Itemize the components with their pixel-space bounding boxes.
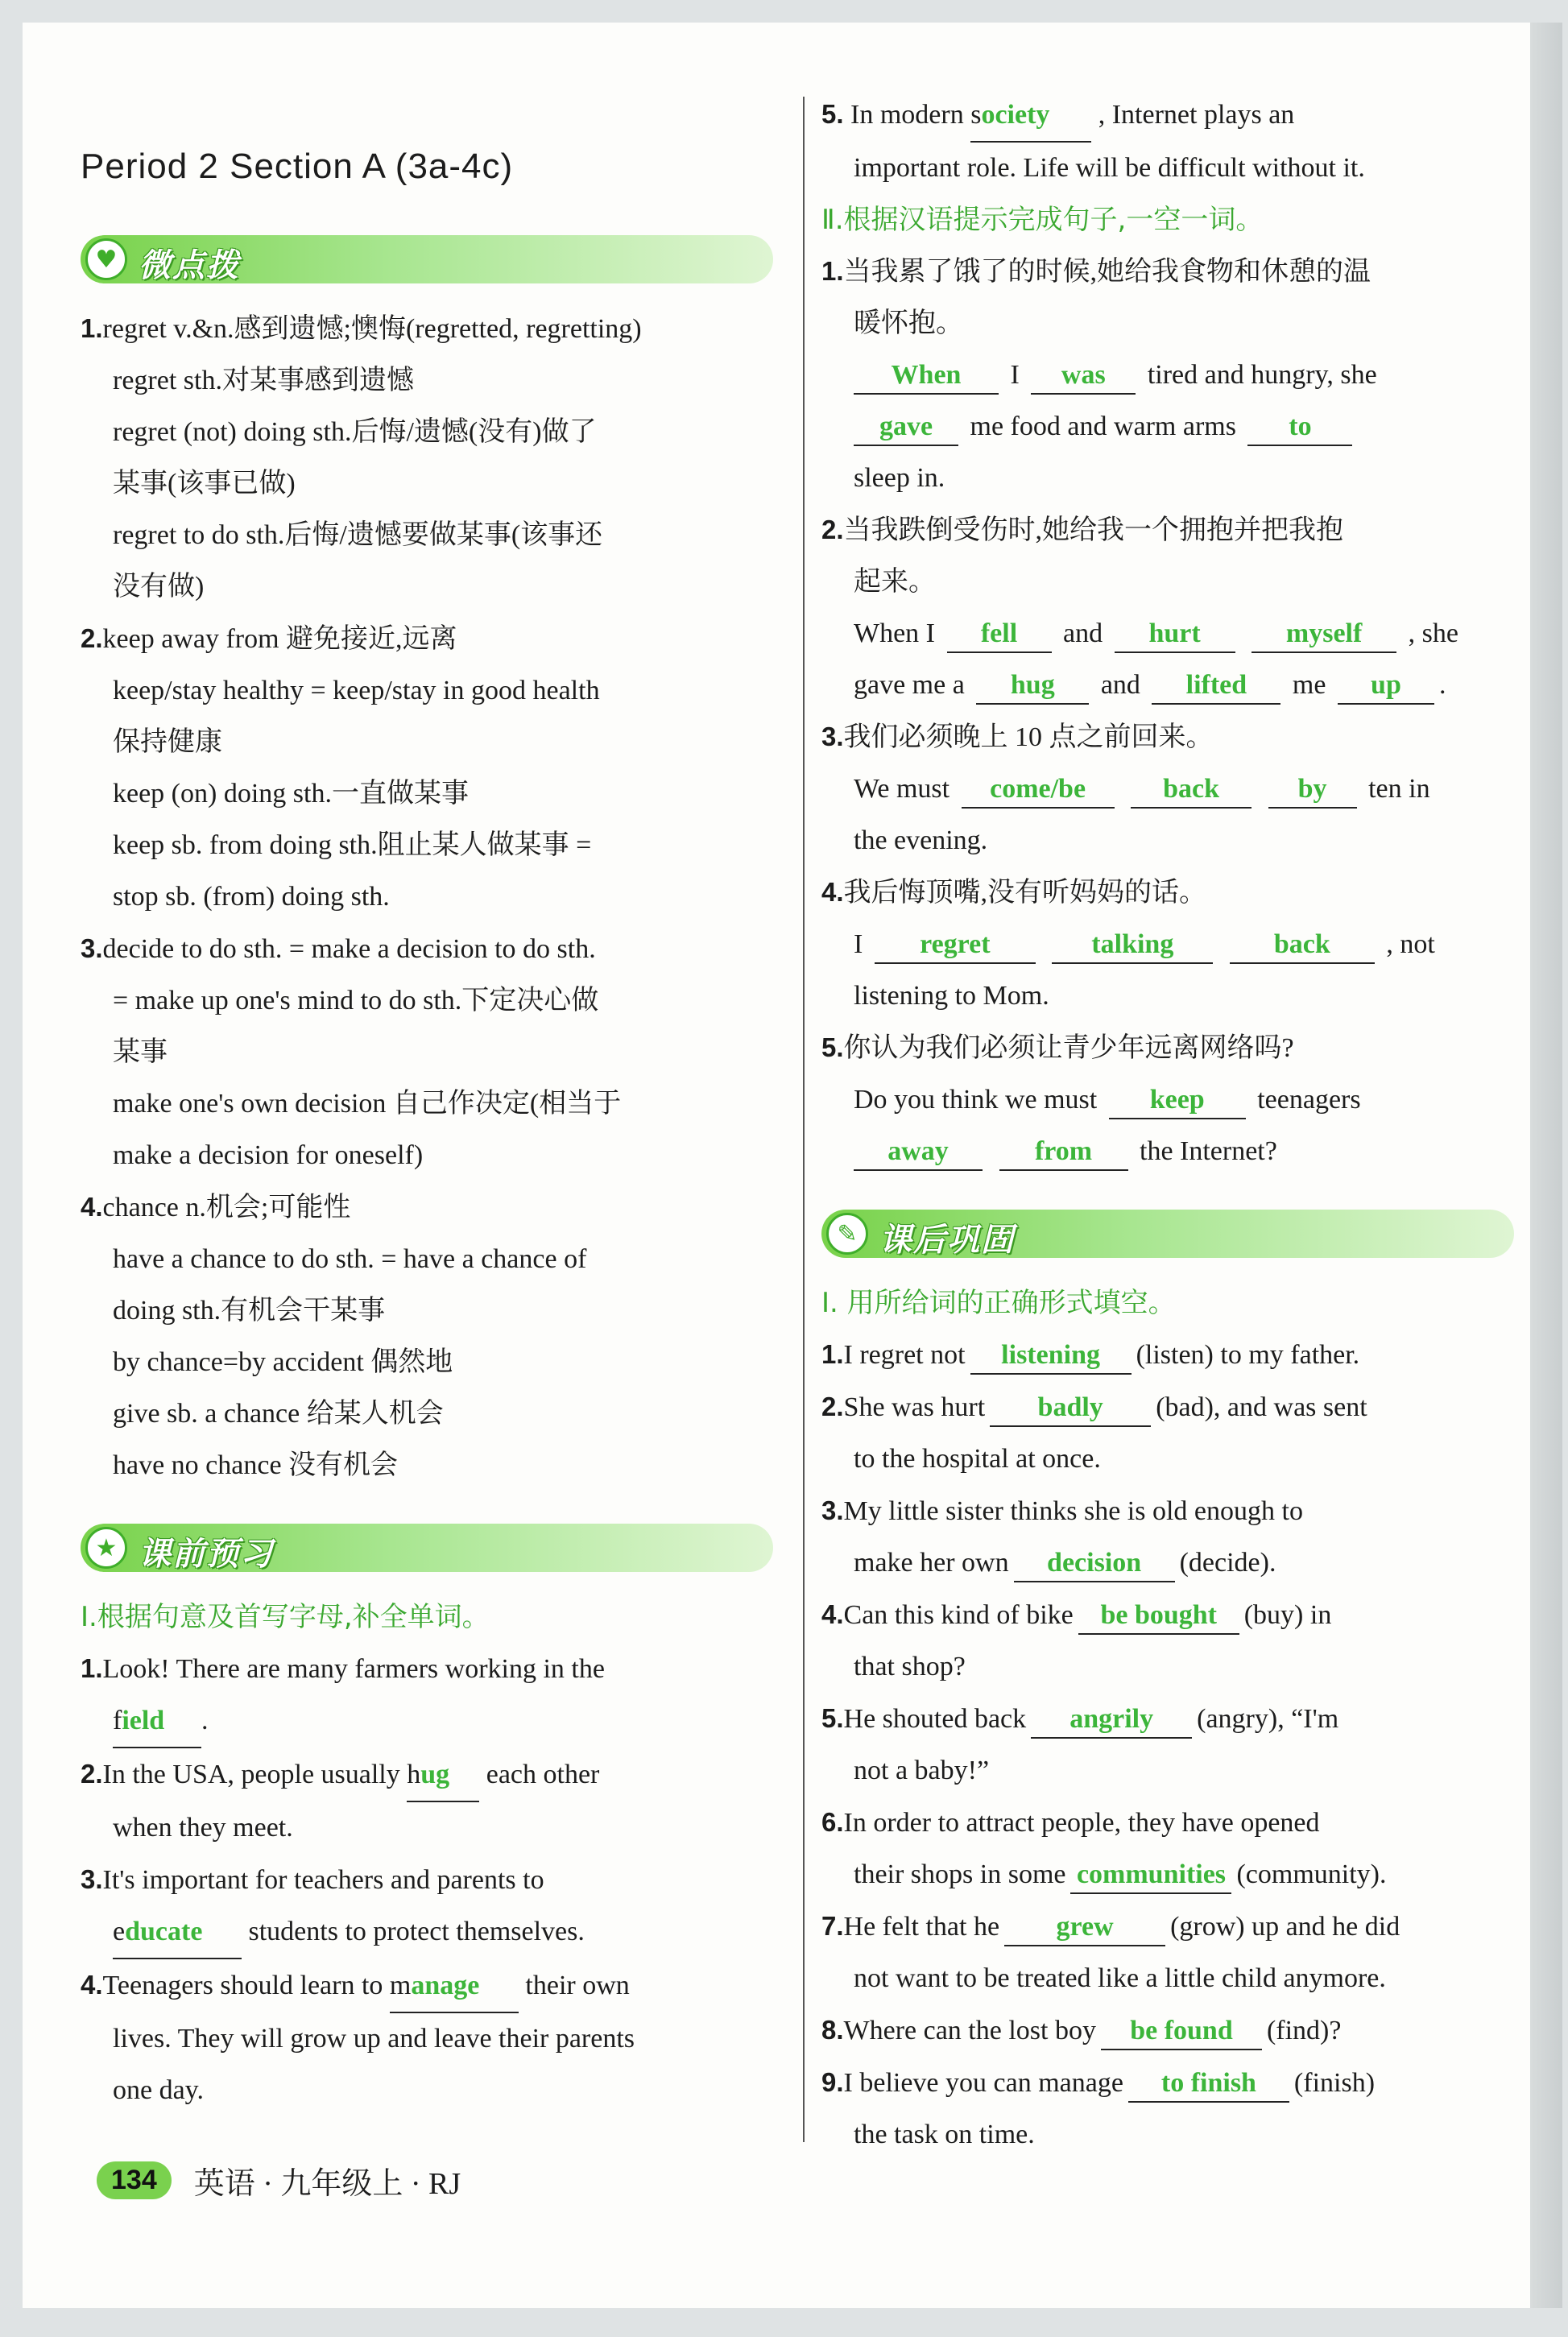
answer-blank[interactable]: be bought xyxy=(1078,1598,1239,1635)
answer-blank[interactable]: up xyxy=(1338,668,1434,705)
answer-blank[interactable]: away xyxy=(854,1134,983,1171)
after-class-banner: ✎ 课后巩固 xyxy=(821,1210,1514,1258)
preview-q5: 5. In modern society , Internet plays an xyxy=(821,89,1514,143)
preview-q1-cont: field . xyxy=(81,1695,773,1748)
tip-line: give sb. a chance 给某人机会 xyxy=(113,1399,444,1429)
preview-q1: 1.Look! There are many farmers working in the xyxy=(81,1653,605,1684)
answer-blank[interactable]: was xyxy=(1031,358,1136,395)
translate-q1-en2: gave me food and warm arms to xyxy=(821,401,1514,453)
tip-line: doing sth.有机会干某事 xyxy=(113,1296,386,1326)
tip-line: keep (on) doing sth.一直做某事 xyxy=(113,779,469,809)
column-divider xyxy=(803,97,805,2142)
translate-q1-cn2: 暖怀抱。 xyxy=(854,308,963,338)
star-icon: ★ xyxy=(85,1527,127,1569)
tip-line: keep sb. from doing sth.阻止某人做某事 = xyxy=(113,830,592,860)
translate-q4-en2: listening to Mom. xyxy=(854,981,1049,1011)
tip-line: regret sth.对某事感到遗憾 xyxy=(113,366,414,395)
exercise-item: 1.I regret not listening (listen) to my father. xyxy=(821,1329,1514,1381)
preview-q4: 4.Teenagers should learn to manage their own xyxy=(81,1959,773,2013)
exercise-item-cont: that shop? xyxy=(854,1652,966,1681)
preview-q4-cont: lives. They will grow up and leave their parents xyxy=(113,2024,635,2054)
translate-q1-en: When I was tired and hungry, she xyxy=(821,350,1514,401)
preview-q4-cont2: one day. xyxy=(113,2075,204,2105)
after-heading: Ⅰ. 用所给词的正确形式填空。 xyxy=(821,1287,1176,1319)
answer-blank[interactable]: communities xyxy=(1070,1857,1231,1894)
exercise-item-cont: to the hospital at once. xyxy=(854,1444,1101,1474)
translate-q5-en2: away from the Internet? xyxy=(821,1126,1514,1177)
answer-blank[interactable]: decision xyxy=(1014,1545,1175,1582)
translate-q4-en: I regret talking back , not xyxy=(821,919,1514,970)
preview-q2: 2.In the USA, people usually hug each other xyxy=(81,1748,773,1802)
tip-line: 4.chance n.机会;可能性 xyxy=(81,1192,351,1222)
answer-blank[interactable]: angrily xyxy=(1031,1702,1192,1739)
answer-blank[interactable]: hug xyxy=(976,668,1089,705)
translate-q5-cn: 5.你认为我们必须让青少年远离网络吗? xyxy=(821,1032,1294,1063)
exercise-item-cont: their shops in some communities (community). xyxy=(821,1849,1514,1901)
translate-heading: Ⅱ.根据汉语提示完成句子,一空一词。 xyxy=(821,204,1264,236)
answer-blank[interactable]: come/be xyxy=(962,771,1115,809)
answer-blank[interactable]: hurt xyxy=(1115,616,1235,653)
answer-blank[interactable]: myself xyxy=(1252,616,1396,653)
footer-text: 英语 · 九年级上 · RJ xyxy=(193,2167,461,2201)
translate-q2-en: When I fell and hurt myself , she xyxy=(821,608,1514,660)
tip-line: 2.keep away from 避免接近,远离 xyxy=(81,623,457,654)
exercise-item: 6.In order to attract people, they have opened xyxy=(821,1807,1320,1838)
preview-banner: ★ 课前预习 xyxy=(81,1524,773,1572)
exercise-item: 5.He shouted back angrily (angry), “I'm xyxy=(821,1693,1514,1745)
translate-q1-cn: 1.当我累了饿了的时候,她给我食物和休憩的温 xyxy=(821,256,1371,287)
translate-q2-cn: 2.当我跌倒受伤时,她给我一个拥抱并把我抱 xyxy=(821,515,1344,545)
answer-blank[interactable]: field xyxy=(113,1695,201,1748)
preview-q3: 3.It's important for teachers and parents to xyxy=(81,1864,544,1895)
tip-line: regret to do sth.后悔/遗憾要做某事(该事还 xyxy=(113,520,603,550)
answer-blank[interactable]: to xyxy=(1247,409,1352,446)
exercise-item: 2.She was hurt badly (bad), and was sent xyxy=(821,1381,1514,1433)
left-column xyxy=(81,89,773,2116)
tip-line: 某事 xyxy=(113,1037,168,1067)
tip-line: 某事(该事已做) xyxy=(113,469,296,498)
exercise-item: 8.Where can the lost boy be found (find)? xyxy=(821,2004,1514,2057)
tip-line: 没有做) xyxy=(113,572,205,602)
after-list xyxy=(821,1329,1514,2161)
page-number: 134 xyxy=(97,2161,172,2199)
answer-blank[interactable]: educate xyxy=(113,1906,242,1959)
answer-blank[interactable]: from xyxy=(999,1134,1128,1171)
pencil-icon: ✎ xyxy=(826,1213,868,1255)
answer-blank[interactable]: regret xyxy=(875,927,1036,964)
tip-line: make one's own decision 自己作决定(相当于 xyxy=(113,1089,622,1119)
answer-blank[interactable]: back xyxy=(1131,771,1252,809)
translate-q1-en3: sleep in. xyxy=(854,463,945,493)
translate-q3-en2: the evening. xyxy=(854,825,988,855)
translate-q3-en: We must come/be back by ten in xyxy=(821,763,1514,815)
exercise-item: 7.He felt that he grew (grow) up and he did xyxy=(821,1901,1514,1953)
tip-line: by chance=by accident 偶然地 xyxy=(113,1347,453,1377)
page-edge xyxy=(1530,23,1562,2308)
exercise-item-cont: make her own decision (decide). xyxy=(821,1537,1514,1589)
preview-heading: Ⅰ.根据句意及首写字母,补全单词。 xyxy=(81,1601,490,1633)
exercise-item-cont: not a baby!” xyxy=(854,1756,990,1785)
translate-q2-en2: gave me a hug and lifted me up . xyxy=(821,660,1514,711)
tip-line: = make up one's mind to do sth.下定决心做 xyxy=(113,986,599,1015)
answer-blank[interactable]: talking xyxy=(1052,927,1213,964)
heart-icon: ♥ xyxy=(85,238,127,280)
translate-q3-cn: 3.我们必须晚上 10 点之前回来。 xyxy=(821,722,1214,752)
translate-q5-en: Do you think we must keep teenagers xyxy=(821,1074,1514,1126)
page-title: Period 2 Section A (3a-4c) xyxy=(81,147,514,186)
answer-blank[interactable]: grew xyxy=(1004,1909,1165,1946)
answer-blank[interactable]: society xyxy=(970,89,1091,143)
exercise-item: 3.My little sister thinks she is old enough to xyxy=(821,1495,1303,1526)
page-footer xyxy=(97,2158,461,2203)
preview-q2-cont: when they meet. xyxy=(113,1813,293,1843)
tips-list xyxy=(81,303,773,1491)
answer-blank[interactable]: be found xyxy=(1101,2013,1262,2050)
answer-blank[interactable]: hug xyxy=(407,1749,479,1802)
translate-q4-cn: 4.我后悔顶嘴,没有听妈妈的话。 xyxy=(821,877,1207,908)
answer-blank[interactable]: by xyxy=(1268,771,1357,809)
exercise-item-cont: the task on time. xyxy=(854,2120,1035,2149)
tip-line: regret (not) doing sth.后悔/遗憾(没有)做了 xyxy=(113,417,597,447)
exercise-item-cont: not want to be treated like a little child anymore. xyxy=(854,1963,1386,1993)
tip-line: make a decision for oneself) xyxy=(113,1140,424,1170)
answer-blank[interactable]: to finish xyxy=(1128,2066,1289,2103)
translate-q2-cn2: 起来。 xyxy=(854,567,936,597)
answer-blank[interactable]: gave xyxy=(854,409,958,446)
tips-banner: ♥ 微点拨 xyxy=(81,235,773,283)
answer-blank[interactable]: manage xyxy=(390,1960,519,2013)
answer-blank[interactable]: listening xyxy=(970,1338,1132,1375)
answer-blank[interactable]: keep xyxy=(1109,1082,1246,1119)
tip-line: 1.regret v.&n.感到遗憾;懊悔(regretted, regretting) xyxy=(81,313,642,344)
answer-blank[interactable]: badly xyxy=(990,1390,1151,1427)
answer-blank[interactable]: When xyxy=(854,358,999,395)
exercise-item: 9.I believe you can manage to finish (finish) xyxy=(821,2057,1514,2109)
tip-line: 3.decide to do sth. = make a decision to do sth. xyxy=(81,933,596,964)
tip-line: keep/stay healthy = keep/stay in good health xyxy=(113,676,600,705)
right-column xyxy=(821,89,1514,2161)
preview-q5-cont: important role. Life will be difficult without it. xyxy=(854,153,1365,183)
preview-q3-cont: educate students to protect themselves. xyxy=(81,1906,773,1959)
exercise-item: 4.Can this kind of bike be bought (buy) in xyxy=(821,1589,1514,1641)
answer-blank[interactable]: lifted xyxy=(1152,668,1280,705)
answer-blank[interactable]: fell xyxy=(947,616,1052,653)
answer-blank[interactable]: back xyxy=(1230,927,1375,964)
tip-line: have a chance to do sth. = have a chance of xyxy=(113,1244,587,1274)
tip-line: stop sb. (from) doing sth. xyxy=(113,882,390,912)
tip-line: 保持健康 xyxy=(113,727,222,757)
tip-line: have no chance 没有机会 xyxy=(113,1450,399,1480)
